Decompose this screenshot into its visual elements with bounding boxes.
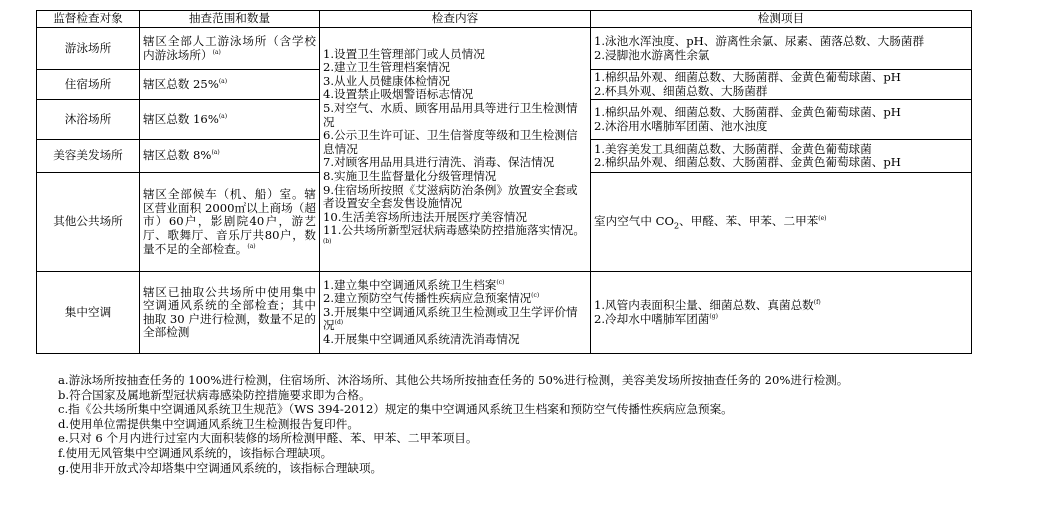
footnote-d: d.使用单位需提供集中空调通风系统卫生检测报告复印件。 (58, 416, 359, 431)
footnote-b: b.符合国家及属地新型冠状病毒感染防控措施要求即为合格。 (58, 387, 371, 402)
footnote-ref: (a) (211, 149, 220, 157)
content-line-text: 1.建立集中空调通风系统卫生档案 (323, 277, 497, 292)
footnote-ref: (a) (212, 48, 221, 56)
item-line: 1.棉织品外观、细菌总数、大肠菌群、金黄色葡萄球菌、pH (594, 70, 901, 84)
content-line: 9.住宿场所按照《艾滋病防治条例》放置安全套或者设置安全套发售设施情况 (323, 182, 578, 211)
item-line: 1.棉织品外观、细菌总数、大肠菌群、金黄色葡萄球菌、pH (594, 105, 901, 120)
item-line: 1.泳池水浑浊度、pH、游离性余氯、尿素、菌落总数、大肠菌群 (594, 33, 925, 48)
scope-cell (140, 140, 320, 173)
content-line (323, 292, 587, 306)
footnote-ref: (g) (709, 312, 718, 320)
footnote-e: e.只对 6 个月内进行过室内大面积装修的场所检测甲醛、苯、甲苯、二甲苯项目。 (58, 431, 478, 446)
header-object: 监督检查对象 (37, 11, 140, 28)
content-cell (320, 272, 591, 354)
content-line: 2.建立卫生管理档案情况 (323, 60, 450, 75)
content-line: 3.从业人员健康体检情况 (323, 73, 450, 88)
content-line (323, 333, 587, 347)
item-line: 2.浸脚池水游离性余氯 (594, 47, 710, 62)
footnote-g: g.使用非开放式冷却塔集中空调通风系统的，该指标合理缺项。 (58, 460, 383, 475)
item-text: 2.冷却水中嗜肺军团菌 (594, 311, 710, 326)
content-line-text: 4.开展集中空调通风系统清洗消毒情况 (323, 332, 520, 347)
content-line (323, 279, 587, 293)
content-line: 6.公示卫生许可证、卫生信誉度等级和卫生检测信息情况 (323, 128, 578, 156)
item-line: 1.美容美发工具细菌总数、大肠菌群、金黄色葡萄球菌 (594, 141, 872, 156)
content-line: 7.对顾客用品用具进行清洗、消毒、保洁情况 (323, 155, 555, 170)
footnote-ref: (d) (334, 319, 344, 327)
object-cell: 集中空调 (37, 272, 140, 354)
item-text: 1.风管内表面积尘量、细菌总数、真菌总数 (594, 298, 814, 313)
content-line: 8.实施卫生监督量化分级管理情况 (323, 168, 497, 183)
content-line-text: 2.建立预防空气传播性疾病应急预案情况 (323, 291, 532, 306)
scope-text: 辖区全部候车（机、船）室。辖区营业面积 2000㎡以上商场（超市）60户，影剧院40户，游艺厅、歌舞厅、音乐厅共80户，数量不足的全部检查。 (143, 187, 316, 256)
item-line (594, 313, 968, 327)
object-cell: 美容美发场所 (37, 140, 140, 173)
footnote-ref: (e) (818, 215, 827, 223)
object-cell: 其他公共场所 (37, 173, 140, 272)
footnote-ref: (a) (218, 113, 228, 121)
content-line (323, 224, 587, 251)
scope-text: 辖区总数 8% (143, 148, 212, 163)
footnote-ref: (c) (531, 292, 540, 300)
content-line: 4.设置禁止吸烟警语标志情况 (323, 87, 474, 102)
header-content: 检查内容 (320, 11, 591, 28)
content-line (323, 306, 587, 333)
items-cell (591, 272, 972, 354)
items-cell (591, 70, 972, 100)
content-line: 1.设置卫生管理部门或人员情况 (323, 46, 485, 61)
object-cell: 游泳场所 (37, 28, 140, 70)
scope-cell (140, 28, 320, 70)
footnote-ref: (a) (218, 77, 228, 85)
footnote-f: f.使用无风管集中空调通风系统的，该指标合理缺项。 (58, 445, 333, 460)
item-line: 2.沐浴用水嗜肺军团菌、池水浊度 (594, 118, 768, 133)
content-line: 5.对空气、水质、顾客用品用具等进行卫生检测情况 (323, 101, 578, 129)
footnotes (58, 373, 1018, 475)
content-line-text: 11.公共场所新型冠状病毒感染防控措施落实情况。 (323, 223, 585, 238)
object-cell: 住宿场所 (37, 70, 140, 100)
scope-cell (140, 173, 320, 272)
scope-text: 辖区总数 16% (143, 111, 219, 126)
scope-text: 辖区总数 25% (143, 76, 219, 91)
object-cell: 沐浴场所 (37, 100, 140, 140)
scope-cell: 辖区已抽取公共场所中使用集中空调通风系统的全部检查；其中抽取 30 户进行检测，数量不足的全部检测 (140, 272, 320, 354)
footnote-ref: (f) (813, 299, 821, 307)
scope-cell (140, 100, 320, 140)
table-header-row (37, 11, 972, 28)
item-text: 、甲醛、苯、甲苯、二甲苯 (679, 214, 819, 229)
items-cell (591, 100, 972, 140)
footnote-ref: (b) (323, 238, 332, 246)
subscript: 2 (674, 221, 680, 231)
inspection-table (36, 10, 972, 354)
item-line: 2.杯具外观、细菌总数、大肠菌群 (594, 83, 768, 98)
content-line-text: 3.开展集中空调通风系统卫生检测或卫生学评价情况 (323, 304, 578, 333)
content-line: 10.生活美容场所违法开展医疗美容情况 (323, 209, 527, 224)
table-row (37, 272, 972, 354)
items-cell (591, 173, 972, 272)
header-items: 检测项目 (591, 11, 972, 28)
item-line: 2.棉织品外观、细菌总数、大肠菌群、金黄色葡萄球菌、pH (594, 155, 901, 170)
scope-cell (140, 70, 320, 100)
footnote-ref: (a) (247, 242, 256, 250)
footnote-a: a.游泳场所按抽查任务的 100%进行检测，住宿场所、沐浴场所、其他公共场所按抽查任务的 50%进行检测，美容美发场所按抽查任务的 20%进行检测。 (58, 373, 849, 387)
scope-text: 辖区全部人工游泳场所（含学校内游泳场所） (143, 33, 316, 62)
item-text: 室内空气中 CO (594, 214, 675, 229)
header-scope: 抽查范围和数量 (140, 11, 320, 28)
content-cell (320, 28, 591, 272)
item-line (594, 299, 968, 313)
items-cell (591, 140, 972, 173)
table-row (37, 28, 972, 70)
footnote-ref: (c) (496, 278, 505, 286)
items-cell (591, 28, 972, 70)
footnote-c: c.指《公共场所集中空调通风系统卫生规范》（WS 394-2012）规定的集中空调通风系统卫生档案和预防空气传播性疾病应急预案。 (58, 402, 733, 417)
